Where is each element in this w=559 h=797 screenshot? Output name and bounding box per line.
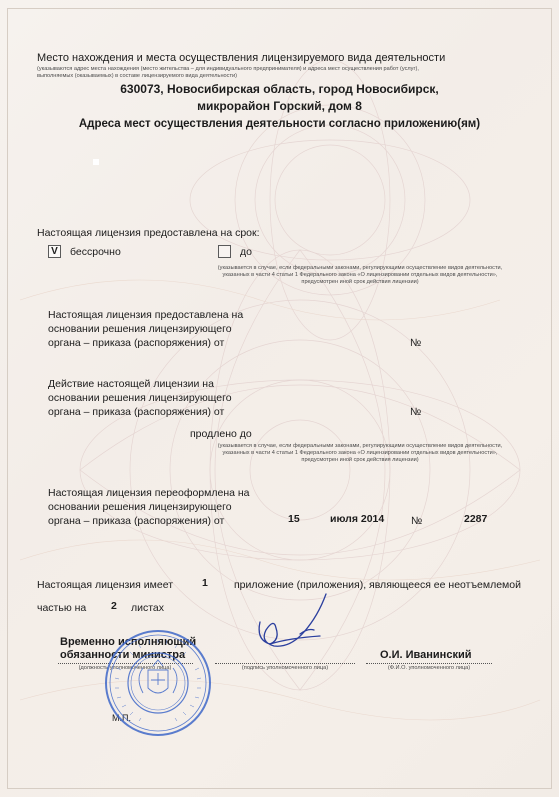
validity-line-1: Действие настоящей лицензии на	[48, 378, 214, 390]
term-hint-line-2: указанных в части 4 статьи 1 Федерального закона «О лицензировании отдельных видов деятельности»,	[222, 272, 498, 278]
appendix-count: 1	[202, 577, 208, 589]
basis-line-3: органа – приказа (распоряжения) от	[48, 337, 225, 349]
location-hint-line-2: выполняемых (оказываемых) в составе лицензируемого вида деятельности)	[37, 73, 238, 79]
appendix-sheets: 2	[111, 600, 117, 612]
term-hint-line-3: предусмотрен иной срок действия лицензии)	[301, 279, 419, 285]
until-checkbox	[218, 245, 231, 258]
validity-line-3: органа – приказа (распоряжения) от	[48, 406, 225, 418]
until-label: до	[240, 246, 252, 258]
position-line-1: Временно исполняющий	[60, 636, 197, 648]
official-name: О.И. Иванинский	[380, 649, 472, 661]
validity-hint-line-2: указанных в части 4 статьи 1 Федерального закона «О лицензировании отдельных видов деятельности»,	[222, 450, 498, 456]
handwritten-signature-icon	[240, 590, 340, 660]
signature-caption: (подпись уполномоченного лица)	[241, 665, 329, 671]
name-caption: (Ф.И.О. уполномоченного лица)	[387, 665, 471, 671]
reissue-line-2: основании решения лицензирующего	[48, 501, 232, 513]
reissue-day: 15	[288, 513, 300, 525]
validity-line-2: основании решения лицензирующего	[48, 392, 232, 404]
validity-number-sign: №	[410, 406, 422, 418]
appendix-sheets-label: листах	[131, 602, 165, 614]
appendix-text-after: приложение (приложения), являющееся ее неотъемлемой	[234, 579, 521, 591]
address-line-1: 630073, Новосибирская область, город Новосибирск,	[120, 82, 439, 96]
seal-place: М.П.	[112, 713, 131, 723]
appendix-text-before: Настоящая лицензия имеет	[37, 579, 174, 591]
location-hint-line-1: (указываются адрес места нахождения (место жительства – для индивидуального предпринимателя) и адреса мест осуществления работ (услуг),	[37, 66, 419, 72]
validity-hint-line-1: (указывается в случае, если федеральными законами, регулирующими осуществление видов деятельности,	[217, 443, 503, 449]
basis-line-1: Настоящая лицензия предоставлена на	[48, 309, 244, 321]
reissue-line-1: Настоящая лицензия переоформлена на	[48, 487, 250, 499]
reissue-number-sign: №	[411, 515, 423, 527]
reissue-line-3: органа – приказа (распоряжения) от	[48, 515, 225, 527]
location-title: Место нахождения и места осуществления лицензируемого вида деятельности	[37, 52, 446, 64]
term-label: Настоящая лицензия предоставлена на срок:	[37, 227, 260, 239]
term-hint-line-1: (указывается в случае, если федеральными законами, регулирующими осуществление видов деятельности,	[217, 265, 503, 271]
address-line-2: микрорайон Горский, дом 8	[197, 99, 362, 113]
reissue-month-year: июля 2014	[330, 513, 385, 525]
extended-label: продлено до	[190, 428, 252, 440]
basis-line-2: основании решения лицензирующего	[48, 323, 232, 335]
white-mark	[93, 159, 99, 165]
position-line-2: обязанности министра	[60, 649, 186, 661]
basis-number-sign: №	[410, 337, 422, 349]
name-line	[366, 663, 492, 664]
signature-line	[215, 663, 355, 664]
position-caption: (должность уполномоченного лица)	[78, 665, 172, 671]
reissue-number: 2287	[464, 513, 488, 525]
validity-hint-line-3: предусмотрен иной срок действия лицензии)	[301, 457, 419, 463]
indefinite-checkbox: V	[48, 245, 61, 258]
activity-places: Адреса мест осуществления деятельности согласно приложению(ям)	[78, 118, 481, 130]
official-seal-icon	[103, 628, 213, 738]
indefinite-label: бессрочно	[70, 246, 121, 258]
appendix-part-label: частью на	[37, 602, 87, 614]
